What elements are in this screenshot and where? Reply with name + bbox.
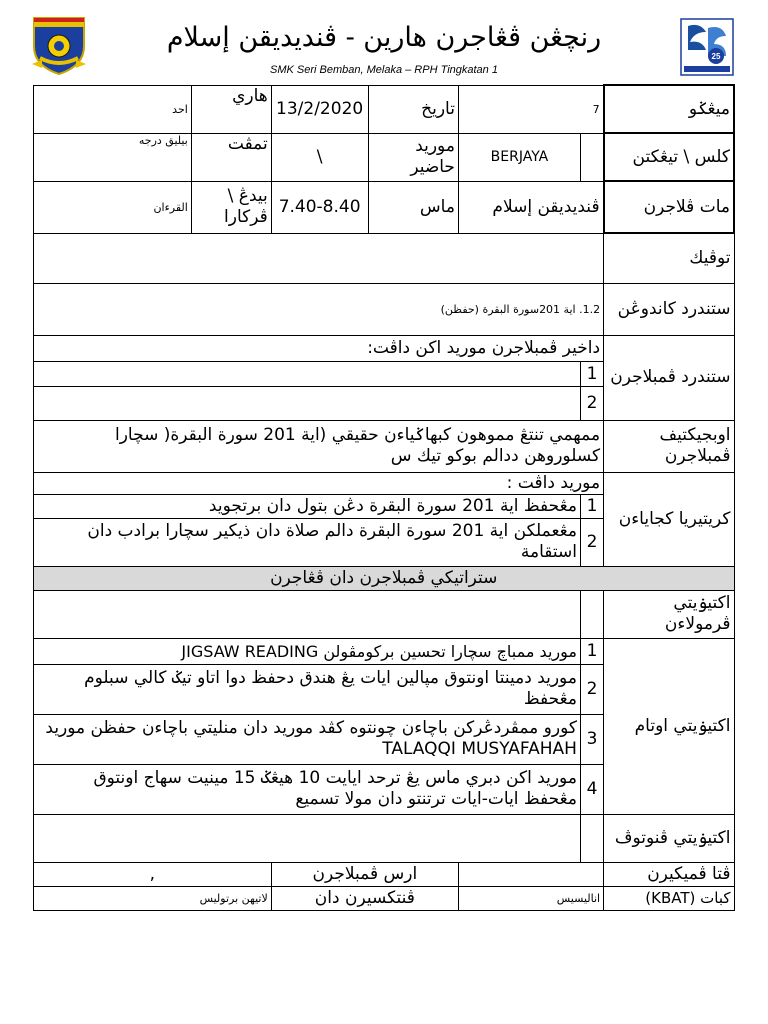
success-intro: موريد داڤت : bbox=[34, 472, 604, 494]
theme-value bbox=[34, 233, 604, 283]
place-value: بيليق درجه bbox=[34, 133, 192, 181]
thinking-map-value bbox=[458, 862, 603, 886]
content-standard-value: 1.2. اية 201سورة البقرة (حفظن) bbox=[34, 283, 604, 335]
main-activity-item-1 bbox=[34, 638, 735, 664]
main-activity-num-2: 2 bbox=[580, 664, 603, 714]
time-value: 7.40-8.40 bbox=[271, 181, 368, 233]
day-value: احد bbox=[34, 85, 192, 133]
field-value: القرءان bbox=[34, 181, 192, 233]
row-objective bbox=[34, 420, 735, 472]
time-label: ماس bbox=[368, 181, 458, 233]
lesson-plan-table bbox=[33, 84, 735, 911]
main-activity-num-3: 3 bbox=[580, 714, 603, 764]
main-activity-num-1: 1 bbox=[580, 638, 603, 664]
main-activity-text-3: كورو ممڤردڠركن باچاءن چونتوه كڤد موريد دان منليتي باچاءن حفظن موريد TALAQQI MUSYAFAHAH bbox=[34, 714, 581, 764]
learning-standard-num-1: 1 bbox=[580, 361, 603, 386]
main-activity-text-4: موريد اكن دبري ماس يڠ ترحد ايايت 10 هيڠݢ 15 مينيت سهاج اونتوق مڠحفظ ايات-ايات ترتنتو دان مولا تسميع bbox=[34, 764, 581, 814]
main-activity-text-1: موريد ممباچ سچارا تحسين بركومڤولن JIGSAW READING bbox=[34, 638, 581, 664]
kbat-label: كبات (KBAT) bbox=[604, 886, 734, 910]
class-label: كلس \ تيڠكتن bbox=[604, 133, 734, 181]
attendance-value: \ bbox=[271, 133, 368, 181]
success-text-2: مڠعملكن اية 201 سورة البقرة دالم صلاة دان ذيكير سچارا برادب دان استقامة bbox=[34, 518, 581, 566]
place-label: تمڤت bbox=[191, 133, 271, 181]
class-value: BERJAYA bbox=[458, 133, 580, 181]
day-label: هاري bbox=[191, 85, 271, 133]
row-strategy-header bbox=[34, 566, 735, 590]
row-kbat bbox=[34, 886, 735, 910]
row-content-standard bbox=[34, 283, 735, 335]
row-induction bbox=[34, 590, 735, 638]
page-header bbox=[0, 0, 768, 84]
anniversary-number: 25 bbox=[711, 52, 721, 61]
row-learning-standard-intro bbox=[34, 335, 735, 361]
success-text-1: مڠحفظ اية 201 سورة البقرة دڠن بتول دان برتجويد bbox=[34, 494, 581, 518]
learning-standard-text-1 bbox=[34, 361, 581, 386]
success-num-1: 1 bbox=[580, 494, 603, 518]
week-label: ميڠݢو bbox=[604, 85, 734, 133]
week-value: 7 bbox=[458, 85, 603, 133]
document-title: رنچڠن ڤڠاجرن هارين - ڤنديديقن إسلام bbox=[166, 22, 602, 53]
theme-label: توڤيك bbox=[604, 233, 734, 283]
field-label: بيدڠ \ ڤركارا bbox=[191, 181, 271, 233]
objective-label: اوبجيکتيف ڤمبلاجرن bbox=[604, 420, 734, 472]
main-activity-num-4: 4 bbox=[580, 764, 603, 814]
closing-label: اكتيۏيتي ڤنوتوڤ bbox=[604, 814, 734, 862]
learning-standard-intro: داخير ڤمبلاجرن موريد اكن داڤت: bbox=[34, 335, 604, 361]
learning-direction-label: ارس ڤمبلاجرن bbox=[271, 862, 458, 886]
success-num-2: 2 bbox=[580, 518, 603, 566]
learning-standard-num-2: 2 bbox=[580, 386, 603, 420]
main-activity-label: اكتيۏيتي اوتام bbox=[604, 638, 734, 814]
strategy-header: ستراتيكي ڤمبلاجرن دان ڤڠاجرن bbox=[34, 566, 735, 590]
content-standard-label: ستندرد كاندوڠن bbox=[604, 283, 734, 335]
date-value: 13/2/2020 bbox=[271, 85, 368, 133]
date-label: تاريخ bbox=[368, 85, 458, 133]
learning-standard-text-2 bbox=[34, 386, 581, 420]
induction-value bbox=[34, 590, 581, 638]
induction-label: اكتيۏيتي ڤرمولاءن bbox=[604, 590, 734, 638]
thinking-map-label: ڤتا ڤميكيرن bbox=[604, 862, 734, 886]
row-class-attendance-place bbox=[34, 133, 735, 181]
context-value: لاتيهن برتوليس bbox=[34, 886, 272, 910]
row-theme bbox=[34, 233, 735, 283]
learning-standard-label: ستندرد ڤمبلاجرن bbox=[604, 335, 734, 420]
objective-value: ممهمي تنتڠ مموهون كبهاݢياءن حقيقي (اية 201 سورة البقرة( سچارا كسلوروهن ددالم بوكو تيك س bbox=[34, 420, 604, 472]
learning-direction-value: , bbox=[34, 862, 272, 886]
context-label: ڤنتكسيرن دان bbox=[271, 886, 458, 910]
anniversary-logo bbox=[680, 18, 734, 76]
row-week-date-day bbox=[34, 85, 735, 133]
kbat-value: اناليسيس bbox=[458, 886, 603, 910]
closing-value bbox=[34, 814, 581, 862]
row-subject-time-field bbox=[34, 181, 735, 233]
row-success-intro bbox=[34, 472, 735, 494]
row-closing bbox=[34, 814, 735, 862]
subject-label: مات ڤلاجرن bbox=[604, 181, 734, 233]
success-criteria-label: كريتيريا كجاياءن bbox=[604, 472, 734, 566]
document-subtitle: SMK Seri Bemban, Melaka – RPH Tingkatan 1 bbox=[270, 64, 498, 76]
main-activity-text-2: موريد دمينتا اونتوق مڽالين ايات يڠ هندق دحفظ دوا اتاو تيݢ كالي سبلوم مڠحفظ bbox=[34, 664, 581, 714]
subject-value: ڤنديديقن إسلام bbox=[458, 181, 603, 233]
attendance-label: موريد حاضير bbox=[368, 133, 458, 181]
row-teaching-aid bbox=[34, 862, 735, 886]
school-crest-logo bbox=[30, 14, 88, 76]
